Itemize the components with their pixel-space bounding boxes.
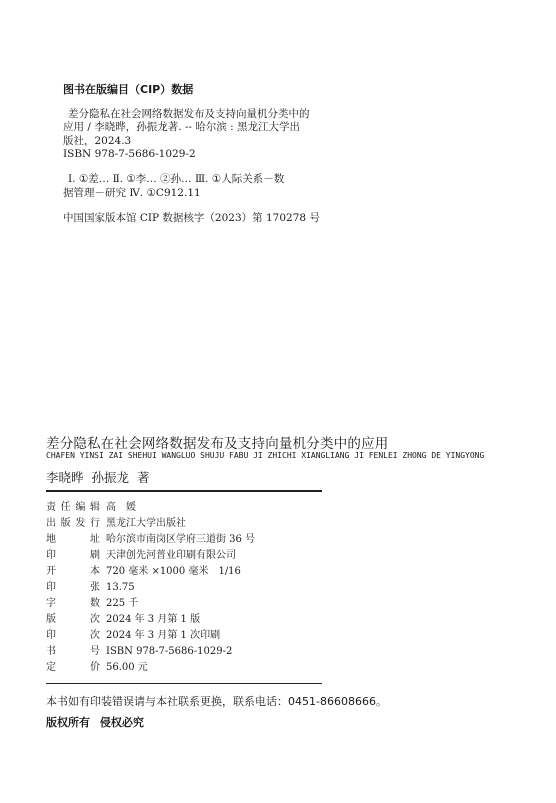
colophon-label: 印张 [46, 582, 100, 593]
colophon-value: ISBN 978-7-5686-1029-2 [106, 646, 233, 657]
colophon-value: 56.00 元 [106, 662, 148, 673]
colophon-value: 天津创先河普业印刷有限公司 [106, 550, 236, 561]
cip-library-number: 中国国家版本馆 CIP 数据核字（2023）第 170278 号 [63, 212, 320, 224]
colophon-label: 地址 [46, 534, 100, 545]
colophon-row [46, 532, 255, 548]
colophon-label: 责任编辑 [46, 502, 100, 513]
colophon-value: 高 媛 [106, 502, 136, 513]
colophon-value: 2024 年 3 月第 1 次印刷 [106, 630, 221, 641]
colophon-label: 出版发行 [46, 518, 100, 529]
cip-record-line: 版社，2024.3 [63, 135, 132, 147]
replacement-notice: 本书如有印装错误请与本社联系更换，联系电话：0451-86608666。 [46, 695, 387, 708]
book-title: 差分隐私在社会网络数据发布及支持向量机分类中的应用 [46, 436, 389, 452]
colophon-value: 2024 年 3 月第 1 版 [106, 614, 201, 625]
colophon-value: 黑龙江大学出版社 [106, 518, 186, 529]
cip-record-line: 差分隐私在社会网络数据发布及支持向量机分类中的 [68, 108, 310, 120]
bottom-divider [46, 683, 322, 684]
colophon-row [46, 564, 241, 580]
colophon-label: 印刷 [46, 550, 100, 561]
colophon-label: 书号 [46, 646, 100, 657]
colophon-row [46, 612, 200, 628]
colophon-value: 13.75 [106, 582, 135, 593]
cip-heading: 图书在版编目（CIP）数据 [63, 83, 194, 96]
colophon-row [46, 644, 232, 660]
colophon-row [46, 548, 236, 564]
colophon-label: 版次 [46, 614, 100, 625]
colophon-value: 哈尔滨市南岗区学府三道街 36 号 [106, 534, 256, 545]
colophon-label: 印次 [46, 630, 100, 641]
colophon-row [46, 628, 220, 644]
book-authors: 李晓晔 孙振龙 著 [46, 470, 150, 485]
colophon-value: 720 毫米 ×1000 毫米 1/16 [106, 566, 241, 577]
colophon-value: 225 千 [106, 598, 139, 609]
cip-subject-line: Ⅰ. ①差… Ⅱ. ①李… ②孙… Ⅲ. ①人际关系－数 [68, 173, 285, 185]
colophon-row [46, 516, 186, 532]
copyright-notice: 版权所有 侵权必究 [46, 716, 144, 729]
colophon-label: 开本 [46, 566, 100, 577]
colophon-row [46, 596, 138, 612]
top-divider [46, 490, 322, 492]
cip-record-line: 应用 / 李晓晔，孙振龙著. -- 哈尔滨 : 黑龙江大学出 [63, 121, 301, 133]
colophon-label: 字数 [46, 598, 100, 609]
colophon-row [46, 660, 148, 676]
colophon-label: 定价 [46, 662, 100, 673]
cip-isbn-line: ISBN 978-7-5686-1029-2 [63, 148, 196, 160]
book-title-pinyin: CHAFEN YINSI ZAI SHEHUI WANGLUO SHUJU FABU JI ZHICHI XIANGLIANG JI FENLEI ZHONG DE YINGYONG [46, 451, 485, 460]
colophon-row [46, 500, 136, 516]
colophon-row [46, 580, 135, 596]
cip-subject-line: 据管理－研究 Ⅳ. ①C912.11 [63, 187, 201, 199]
